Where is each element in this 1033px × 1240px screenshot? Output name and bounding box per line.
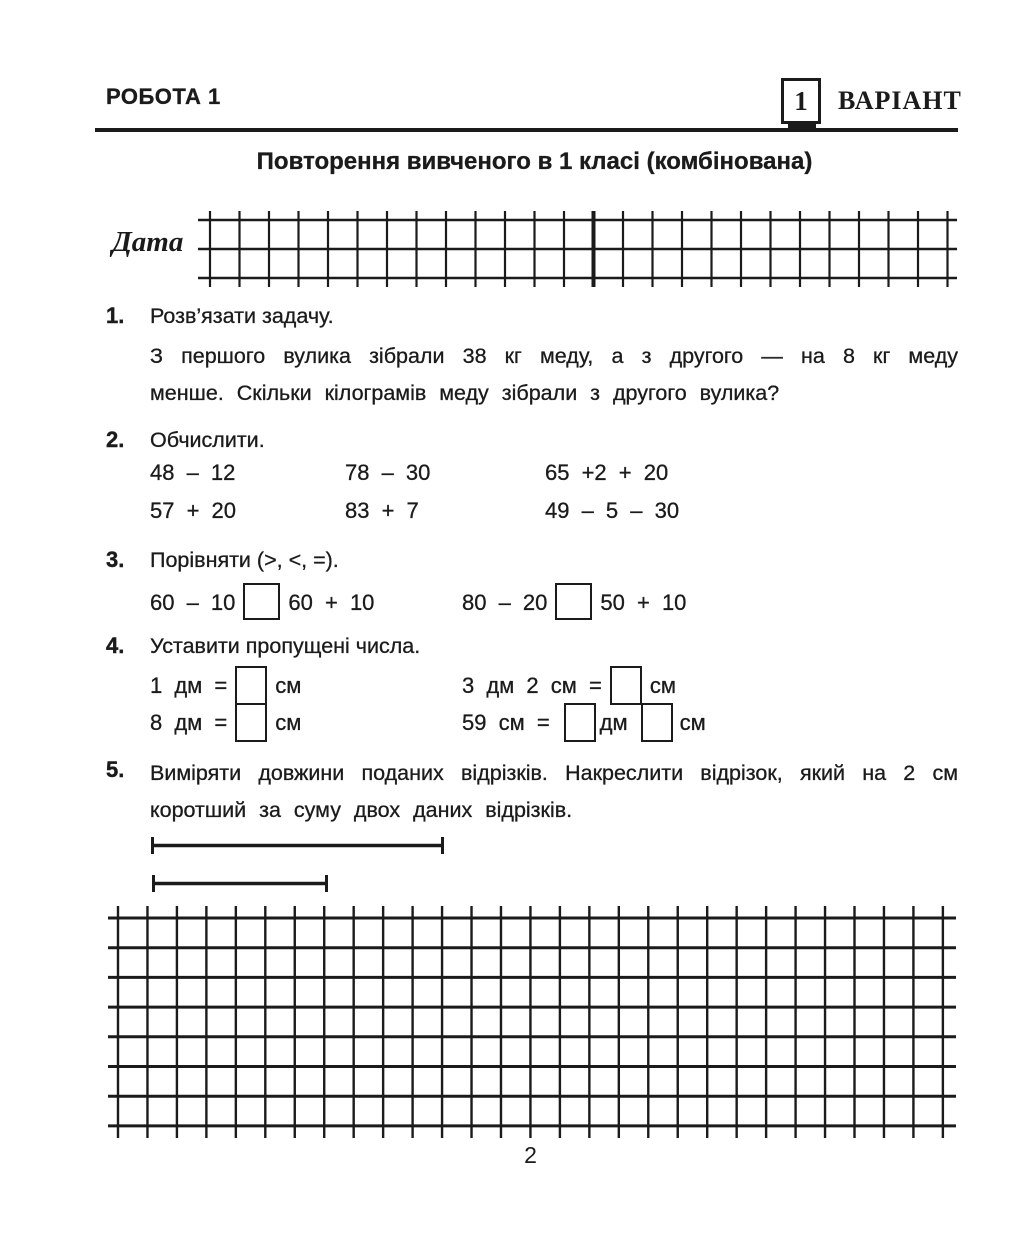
task-2-row-1 (150, 460, 958, 502)
task-1-number: 1. (106, 303, 125, 328)
expression: 57 + 20 (150, 498, 237, 523)
answer-box (243, 583, 280, 620)
task-2-number: 2. (106, 427, 125, 452)
answer-box (235, 666, 267, 705)
comparison-right: 50 + 10 (600, 590, 687, 615)
fill-mid: дм (599, 710, 628, 735)
task-4-number: 4. (106, 633, 125, 658)
expression: 49 – 5 – 30 (545, 498, 680, 523)
answer-box (564, 703, 596, 742)
comparison-left: 60 – 10 (150, 590, 236, 615)
date-label: Дата (112, 226, 184, 258)
page-number: 2 (524, 1142, 537, 1168)
bottom-writing-grid (106, 906, 958, 1142)
fill-pre: 3 дм 2 см = (462, 673, 602, 698)
task-5-number: 5. (106, 757, 125, 782)
fill-pre: 8 дм = (150, 710, 228, 735)
task-1-body: З першого вулика зібрали 38 кг меду, а з другого — на 8 кг меду менше. Скільки кілограмів меду зібрали з другого вулика? (150, 344, 958, 405)
line-segments (106, 833, 506, 903)
fill-post: см (679, 710, 706, 735)
task-1-intro: Розв’язати задачу. (150, 304, 334, 328)
task-5-header (106, 757, 150, 783)
task-5-body: Виміряти довжини поданих відрізків. Накреслити відрізок, який на 2 см коротший за суму двох даних відрізків. (150, 761, 958, 822)
answer-box (235, 703, 267, 742)
comparison-left: 80 – 20 (462, 590, 548, 615)
expression: 83 + 7 (345, 498, 419, 523)
task-2-row-2 (150, 498, 958, 540)
comparison-item (150, 583, 374, 620)
answer-box (555, 583, 592, 620)
page-title: Повторення вивченого в 1 класі (комбінована) (256, 148, 813, 175)
fill-post: см (649, 673, 676, 698)
task-4-row-2 (150, 703, 958, 745)
task-3-header (106, 547, 339, 573)
task-4-intro: Уставити пропущені числа. (150, 634, 421, 658)
header-rule (95, 128, 958, 132)
fill-post: см (275, 673, 302, 698)
date-writing-grid (198, 208, 960, 290)
fill-item (150, 666, 301, 705)
task-2-header (106, 427, 265, 453)
task-3-row (150, 583, 958, 625)
work-label: РОБОТА 1 (106, 84, 221, 109)
task-2-intro: Обчислити. (150, 428, 265, 452)
task-1-header (106, 303, 334, 329)
fill-item (150, 703, 301, 742)
task-3-intro: Порівняти (>, <, =). (150, 548, 339, 572)
variant-number-box (781, 78, 821, 124)
task-4-header (106, 633, 420, 659)
task-4-row-1 (150, 666, 958, 708)
answer-box (641, 703, 673, 742)
expression: 65 +2 + 20 (545, 460, 669, 485)
comparison-right: 60 + 10 (288, 590, 375, 615)
fill-post: см (275, 710, 302, 735)
expression: 78 – 30 (345, 460, 431, 485)
variant-number: 1 (794, 86, 808, 116)
variant-label: ВАРІАНТ (838, 86, 962, 115)
fill-pre: 1 дм = (150, 673, 228, 698)
fill-item (462, 666, 676, 705)
expression: 48 – 12 (150, 460, 236, 485)
fill-item (462, 703, 706, 742)
task-3-number: 3. (106, 547, 125, 572)
comparison-item (462, 583, 686, 620)
answer-box (610, 666, 642, 705)
fill-pre: 59 см = (462, 710, 550, 735)
